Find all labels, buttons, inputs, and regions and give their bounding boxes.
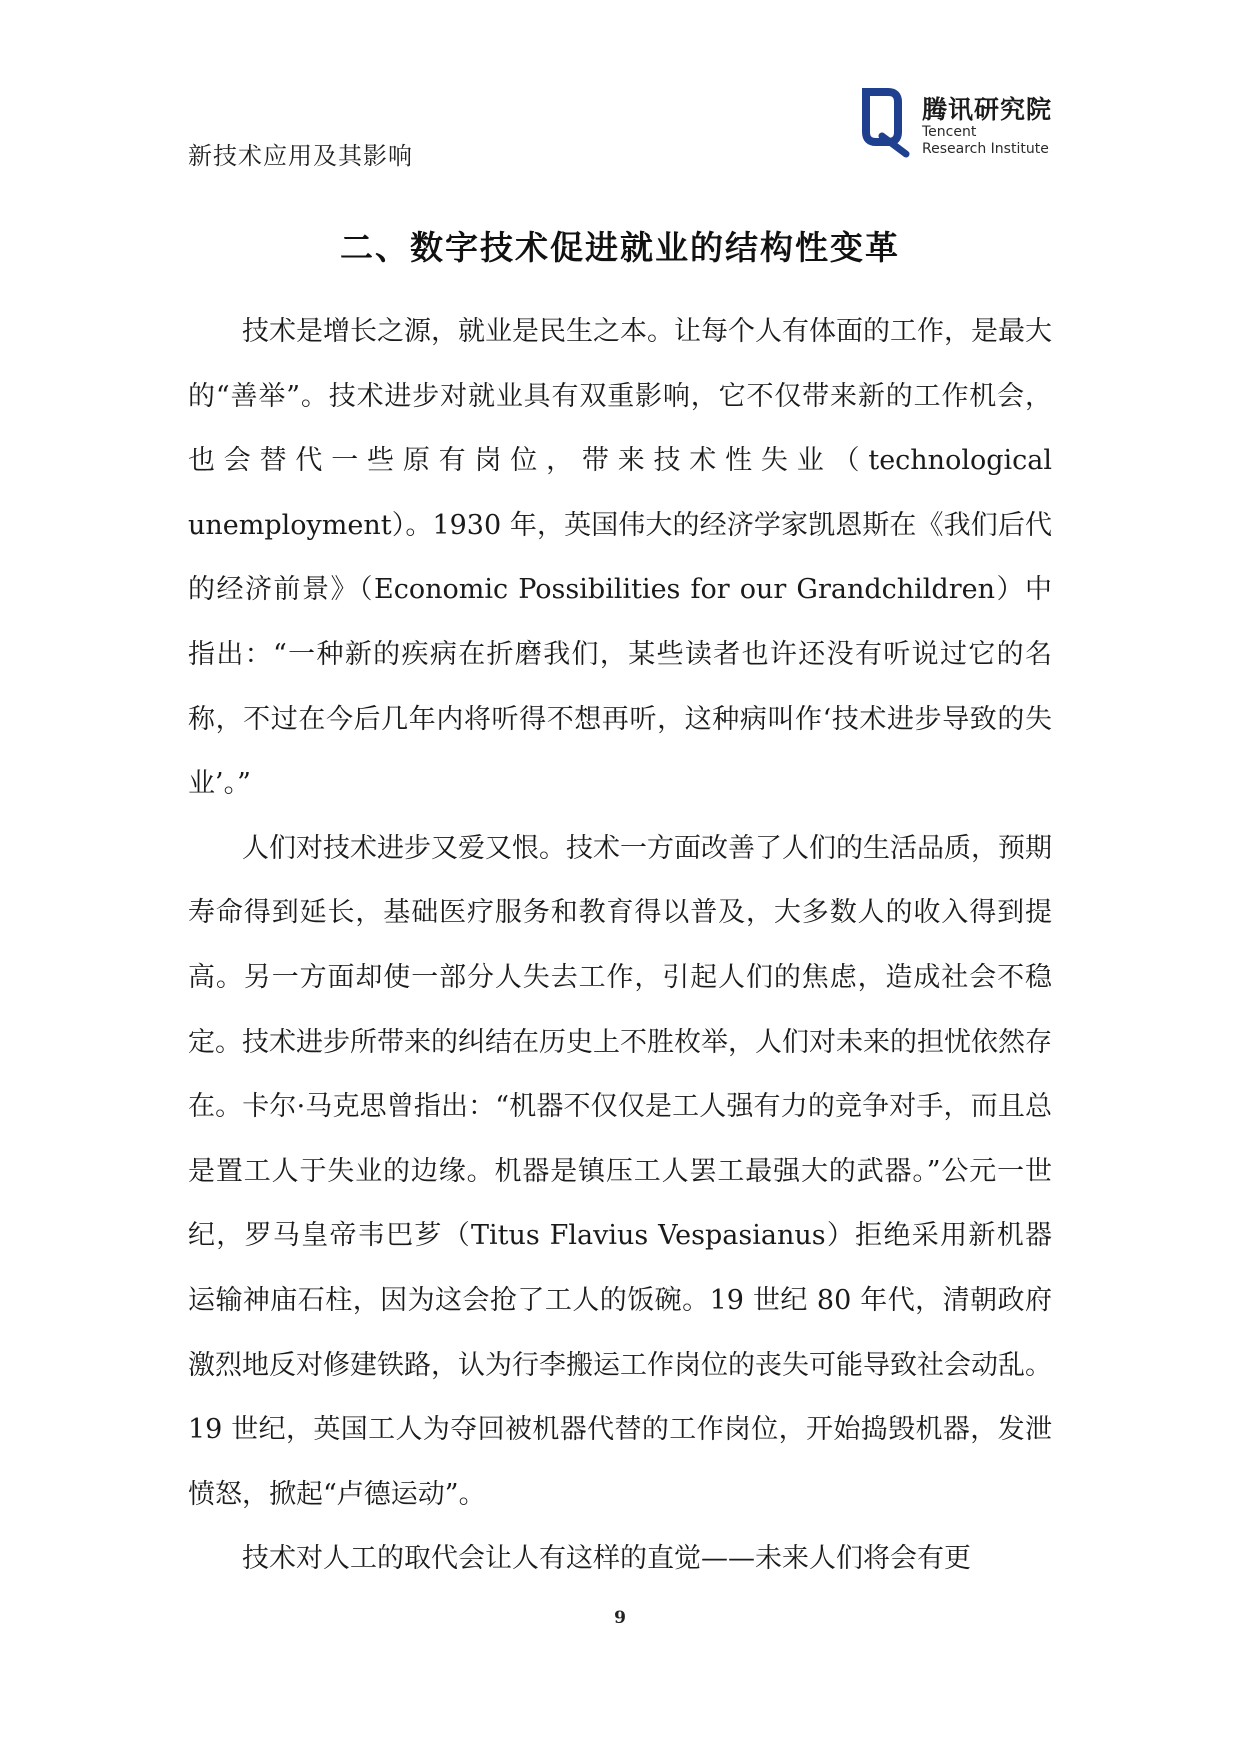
paragraph: 技术对人工的取代会让人有这样的直觉——未来人们将会有更	[242, 1543, 971, 1575]
body-text	[188, 300, 1052, 1592]
tencent-research-institute-logo	[852, 86, 1092, 158]
section-title: 二、数字技术促进就业的结构性变革	[340, 228, 900, 267]
logo-english-line1: Tencent	[922, 124, 977, 140]
paragraph: 技术是增长之源，就业是民生之本。让每个人有体面的工作，是最大的“善举”。技术进步对就业具有双重影响，它不仅带来新的工作机会，也会替代一些原有岗位，带来技术性失业（technological unemployment）。1930 年，英国伟大的经济学家凯恩斯在《我们后代的经济前景》（Economic Possibilities for our Grandchildren）中指出：“一种新的疾病在折磨我们，某些读者也许还没有听说过它的名称，不过在今后几年内将听得不想再听，这种病叫作‘技术进步导致的失业’。”	[188, 316, 1052, 800]
running-title: 新技术应用及其影响	[188, 142, 413, 170]
logo-mark-icon	[852, 86, 916, 158]
logo-english-line2: Research Institute	[922, 141, 1049, 157]
page-number: 9	[614, 1608, 626, 1628]
paragraph: 人们对技术进步又爱又恨。技术一方面改善了人们的生活品质，预期寿命得到延长，基础医疗服务和教育得以普及，大多数人的收入得到提高。另一方面却使一部分人失去工作，引起人们的焦虑，造成社会不稳定。技术进步所带来的纠结在历史上不胜枚举，人们对未来的担忧依然存在。卡尔·马克思曾指出：“机器不仅仅是工人强有力的竞争对手，而且总是置工人于失业的边缘。机器是镇压工人罢工最强大的武器。”公元一世纪，罗马皇帝韦巴芗（Titus Flavius Vespasianus）拒绝采用新机器运输神庙石柱，因为这会抢了工人的饭碗。19 世纪 80 年代，清朝政府激烈地反对修建铁路，认为行李搬运工作岗位的丧失可能导致社会动乱。19 世纪，英国工人为夺回被机器代替的工作岗位，开始捣毁机器，发泄愤怒，掀起“卢德运动”。	[188, 832, 1052, 1510]
logo-chinese-name: 腾讯研究院	[922, 95, 1053, 124]
